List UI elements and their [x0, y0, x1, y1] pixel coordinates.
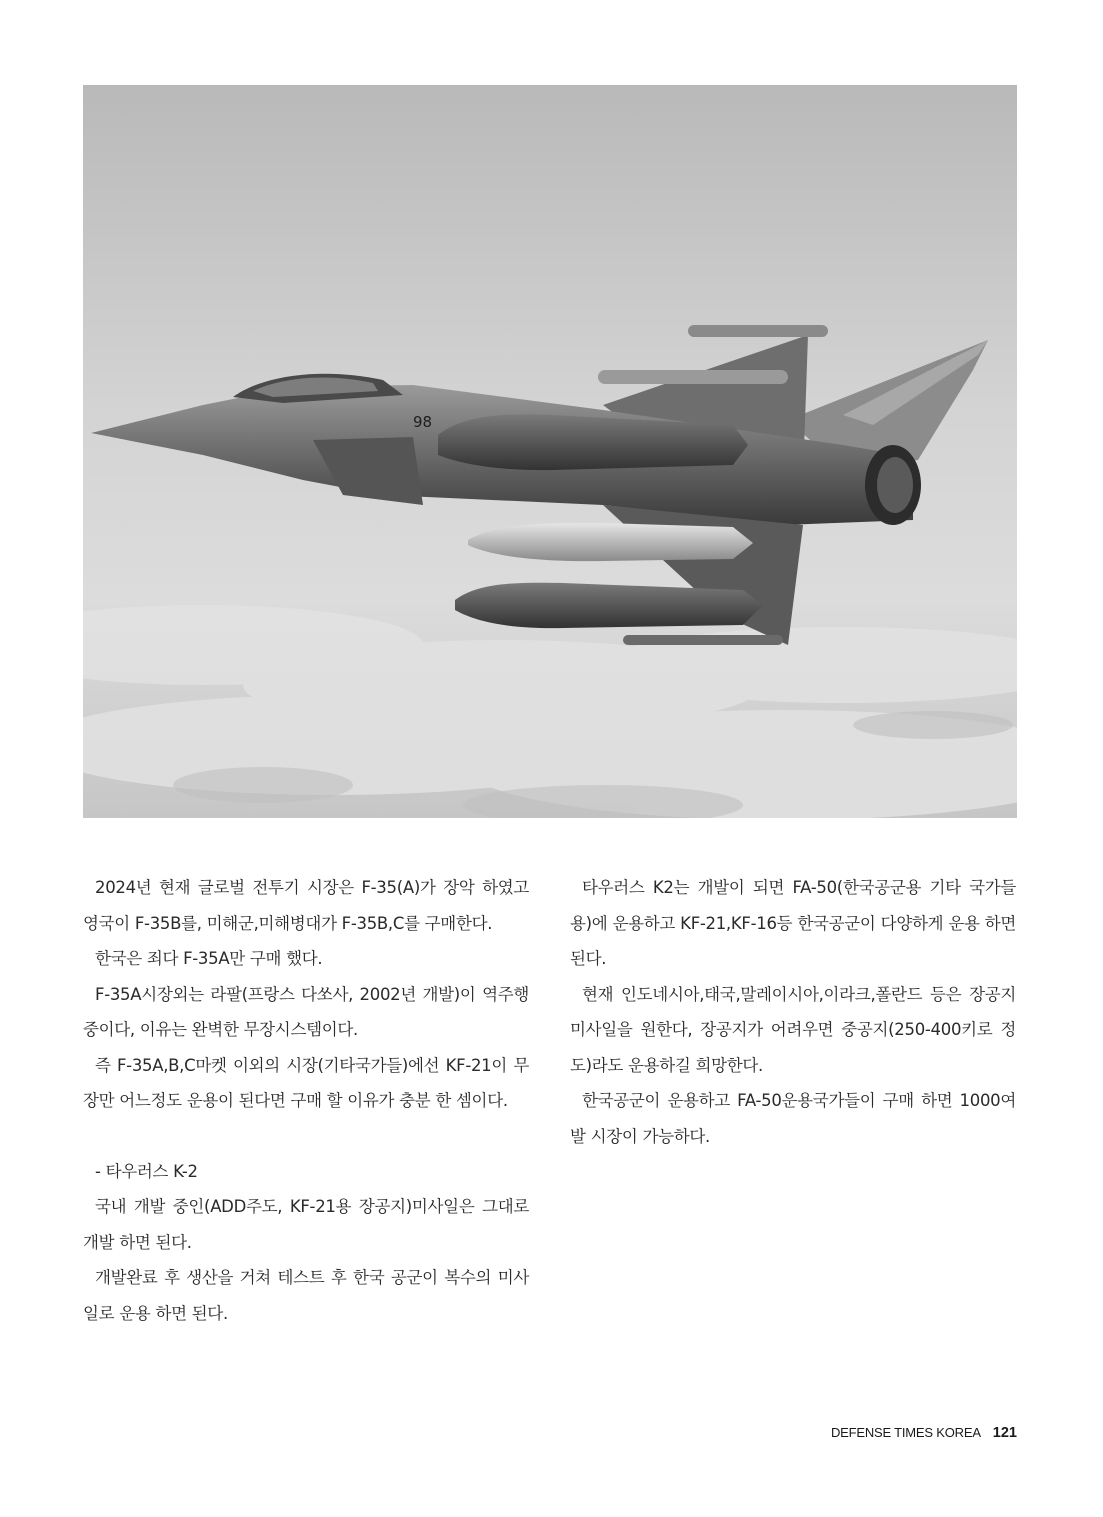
paragraph: 한국공군이 운용하고 FA-50운용국가들이 구매 하면 1000여발 시장이 가능하다. — [570, 1091, 1016, 1146]
paragraph: 즉 F-35A,B,C마켓 이외의 시장(기타국가들)에선 KF-21이 무장만 어느정도 운용이 된다면 구매 할 이유가 충분 한 셈이다. — [83, 1055, 529, 1110]
page-footer — [831, 1425, 1017, 1441]
paragraph: 타우러스 K2는 개발이 되면 FA-50(한국공군용 기타 국가들용)에 운용하고 KF-21,KF-16등 한국공군이 다양하게 운용 하면 된다. — [570, 878, 1016, 968]
paragraph: 2024년 현재 글로벌 전투기 시장은 F-35(A)가 장악 하였고 영국이 F-35B를, 미해군,미해병대가 F-35B,C를 구매한다. — [83, 878, 529, 933]
paragraph: F-35A시장외는 라팔(프랑스 다쏘사, 2002년 개발)이 역주행 중이다, 이유는 완벽한 무장시스템이다. — [83, 984, 529, 1039]
fighter-jet-photo — [83, 85, 1017, 818]
article-right-column — [570, 870, 1016, 1154]
tail-marking: 98 — [413, 413, 433, 431]
page-number: 121 — [992, 1425, 1017, 1441]
section-heading: - 타우러스 K-2 — [95, 1161, 198, 1181]
paragraph: 개발완료 후 생산을 거쳐 테스트 후 한국 공군이 복수의 미사일로 운용 하면 된다. — [83, 1268, 529, 1323]
paragraph: 한국은 죄다 F-35A만 구매 했다. — [95, 949, 323, 968]
article-left-column — [83, 870, 529, 1331]
publication-name: DEFENSE TIMES KOREA — [830, 1425, 981, 1440]
paragraph: 국내 개발 중인(ADD주도, KF-21용 장공지)미사일은 그대로 개발 하면 된다. — [83, 1197, 529, 1252]
paragraph: 현재 인도네시아,태국,말레이시아,이라크,폴란드 등은 장공지 미사일을 원한다, 장공지가 어려우면 중공지(250-400키로 정도)라도 운용하길 희망한다. — [570, 984, 1016, 1075]
